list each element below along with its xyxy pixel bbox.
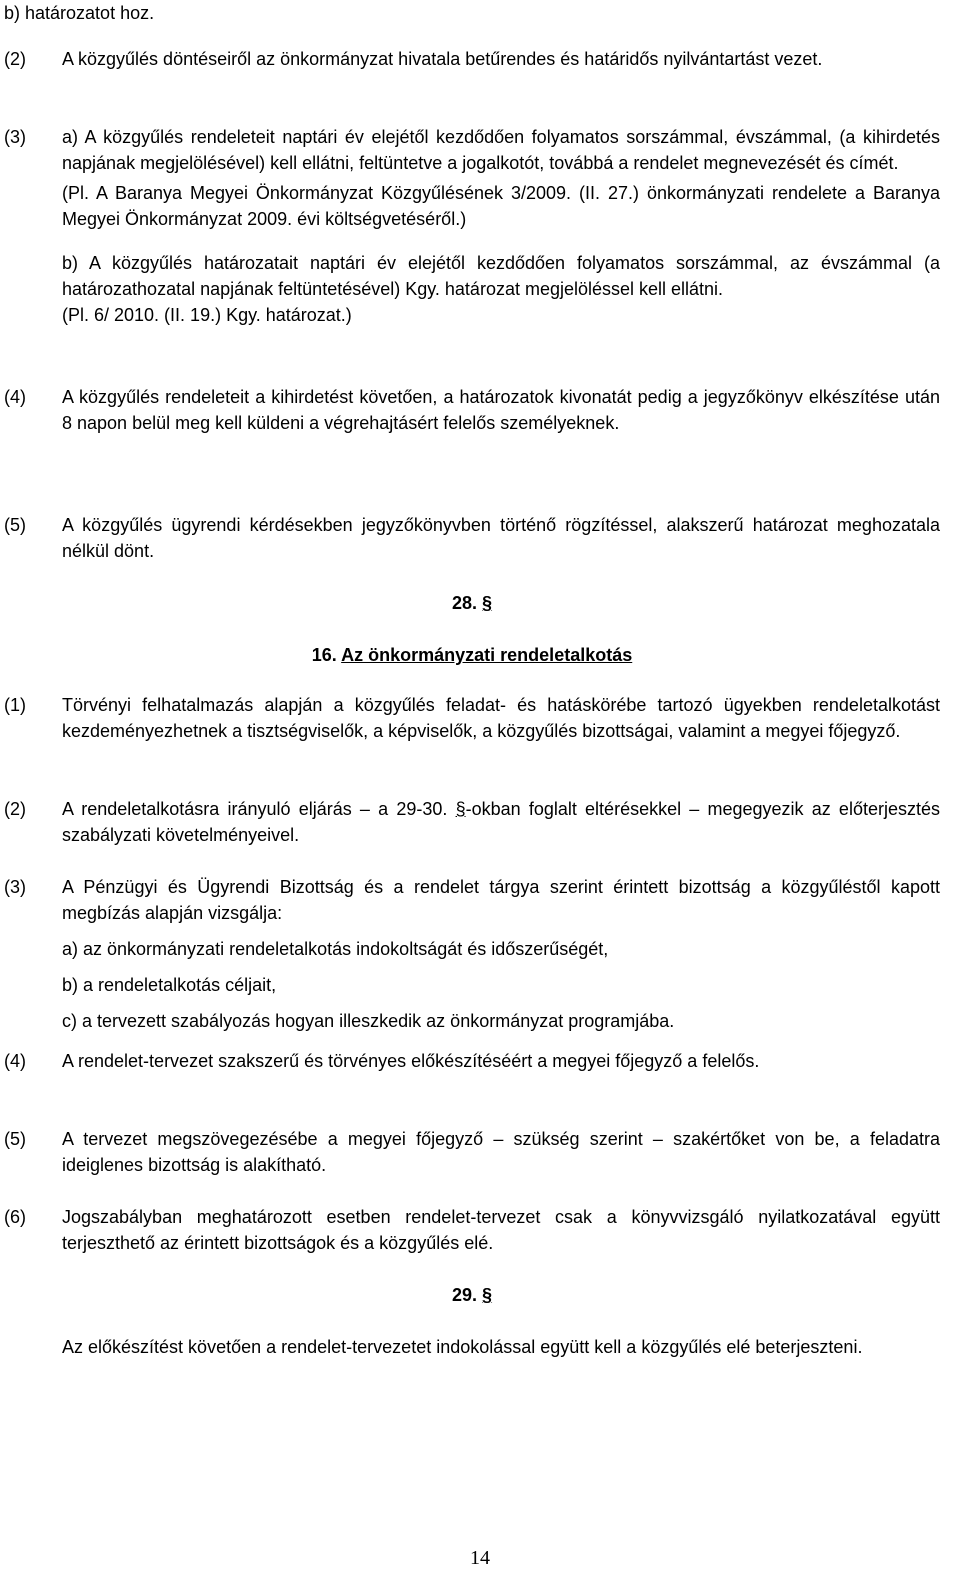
paragraph-number: (3)	[4, 877, 26, 897]
paragraph-example-a: (Pl. A Baranya Megyei Önkormányzat Közgyűlésének 3/2009. (II. 27.) önkormányzati rendelete a Baranya Megyei Önkormányzat 2009. évi költségvetéséről.)	[62, 183, 940, 229]
chapter-title: Az önkormányzati rendeletalkotás	[341, 645, 633, 665]
paragraph-number: (3)	[4, 127, 26, 147]
section-number: 28.	[451, 593, 477, 613]
paragraph-4	[4, 384, 940, 436]
paragraph-text: A közgyűlés ügyrendi kérdésekben jegyzőkönyvben történő rögzítéssel, alakszerű határozat meghozatala nélkül dönt.	[62, 515, 940, 561]
section-29-text: Az előkészítést követően a rendelet-tervezetet indokolással együtt kell a közgyűlés elé beterjeszteni.	[62, 1337, 863, 1357]
paragraph-5	[4, 512, 940, 564]
list-item-c: c) a tervezett szabályozás hogyan illeszkedik az önkormányzat programjába.	[62, 1011, 675, 1031]
paragraph-2	[4, 46, 940, 72]
paragraph-text-part-a: A rendeletalkotásra irányuló eljárás – a 29-30.	[62, 799, 448, 819]
paragraph-text-a: a) A közgyűlés rendeleteit naptári év elejétől kezdődően folyamatos sorszámmal, évszámmal, (a kihirdetés napjának megjelölésével) kell ellátni, feltüntetve a jogalkotót, továbbá a rendelet megnevezését és címét.	[62, 127, 940, 173]
paragraph-number: (5)	[4, 1129, 26, 1149]
paragraph-s3	[4, 874, 940, 1034]
section-heading-29	[4, 1282, 940, 1308]
paragraph-text-b: b) A közgyűlés határozatait naptári év elejétől kezdődően folyamatos sorszámmal, az évszámmal (a határozathozatal napjának feltüntetésével) Kgy. határozat megjelöléssel kell ellátni.	[62, 253, 940, 299]
chapter-heading-16	[4, 642, 940, 668]
paragraph-number: (5)	[4, 515, 26, 535]
section-sign: §	[455, 799, 466, 819]
page-number: 14	[470, 1547, 490, 1569]
paragraph-text: A közgyűlés rendeleteit a kihirdetést követően, a határozatok kivonatát pedig a jegyzőkönyv elkészítése után 8 napon belül meg kell küldeni a végrehajtásért felelős személyeknek.	[62, 387, 940, 433]
paragraph-number: (4)	[4, 387, 26, 407]
paragraph-s5	[4, 1126, 940, 1178]
chapter-number: 16.	[311, 645, 337, 665]
paragraph-3	[4, 124, 940, 328]
paragraph-example-b: (Pl. 6/ 2010. (II. 19.) Kgy. határozat.)	[62, 305, 352, 325]
item-text: b) határozatot hoz.	[4, 3, 155, 23]
paragraph-number: (2)	[4, 799, 26, 819]
paragraph-text: Törvényi felhatalmazás alapján a közgyűlés feladat- és hatáskörébe tartozó ügyekben rendeletalkotást kezdeményezhetnek a tisztségviselők, a képviselők, a közgyűlés bizottságai, valamint a megyei főjegyző.	[62, 695, 940, 741]
section-sign: §	[482, 593, 493, 613]
paragraph-s6	[4, 1204, 940, 1256]
paragraph-s4	[4, 1048, 940, 1074]
paragraph-text: Jogszabályban meghatározott esetben rendelet-tervezet csak a könyvvizsgáló nyilatkozatával együtt terjeszthető az érintett bizottságok és a közgyűlés elé.	[62, 1207, 940, 1253]
paragraph-s2	[4, 796, 940, 848]
paragraph-number: (1)	[4, 695, 26, 715]
paragraph-text: A Pénzügyi és Ügyrendi Bizottság és a rendelet tárgya szerint érintett bizottság a közgyűléstől kapott megbízás alapján vizsgálja:	[62, 877, 940, 923]
section-number: 29.	[451, 1285, 477, 1305]
paragraph-s1	[4, 692, 940, 744]
paragraph-number: (2)	[4, 49, 26, 69]
paragraph-text-part-b: -okban foglalt eltérésekkel – megegyezik az előterjesztés szabályzati követelményeivel.	[62, 799, 940, 845]
list-item-b-top	[4, 0, 940, 26]
paragraph-text: A tervezet megszövegezésébe a megyei főjegyző – szükség szerint – szakértőket von be, a feladatra ideiglenes bizottság is alakítható.	[62, 1129, 940, 1175]
list-item-b: b) a rendeletalkotás céljait,	[62, 975, 277, 995]
section-heading-28	[4, 590, 940, 616]
list-item-a: a) az önkormányzati rendeletalkotás indokoltságát és időszerűségét,	[62, 939, 609, 959]
paragraph-number: (4)	[4, 1051, 26, 1071]
paragraph-text: A rendelet-tervezet szakszerű és törvényes előkészítéséért a megyei főjegyző a felelős.	[62, 1051, 760, 1071]
paragraph-number: (6)	[4, 1207, 26, 1227]
section-sign: §	[482, 1285, 493, 1305]
paragraph-text	[62, 796, 940, 848]
paragraph-text: A közgyűlés döntéseiről az önkormányzat hivatala betűrendes és határidős nyilvántartást vezet.	[62, 49, 823, 69]
